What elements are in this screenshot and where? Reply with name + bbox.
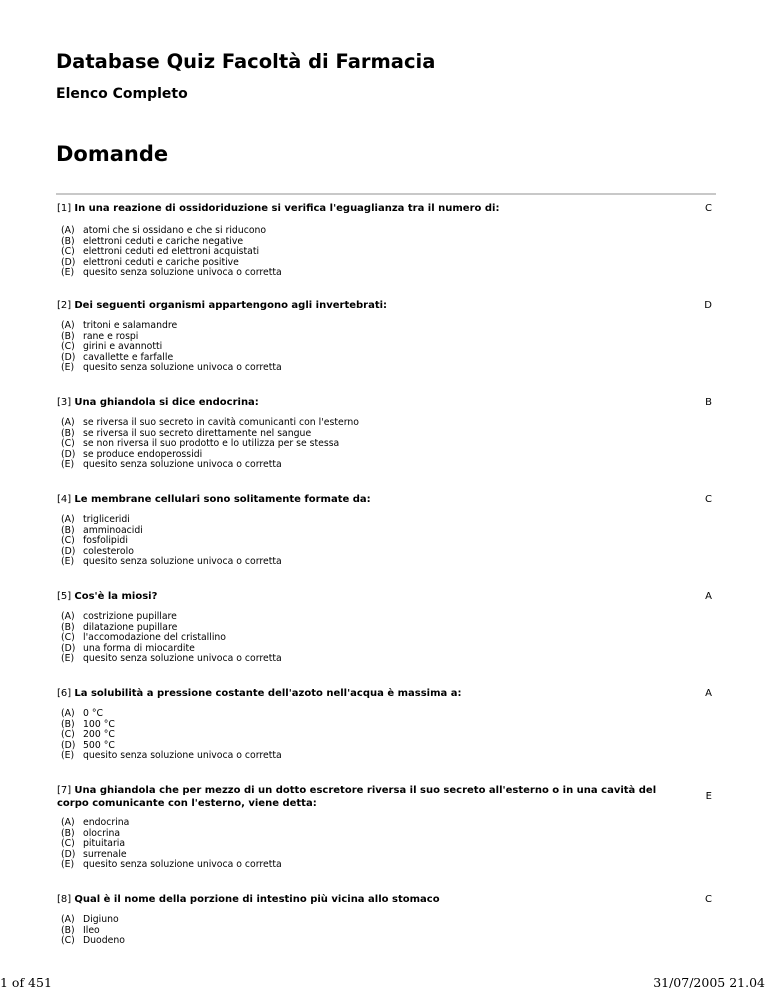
answer-key: D [704, 300, 712, 311]
option-text: se produce endoperossidi [83, 448, 203, 460]
question-number: [2] [57, 300, 72, 311]
option-letter: (B) [61, 827, 75, 839]
option-letter: (D) [61, 448, 76, 460]
answer-option [61, 226, 282, 237]
answer-option [61, 557, 282, 568]
option-letter: (A) [61, 708, 75, 719]
option-letter: (C) [61, 838, 75, 849]
option-text: Duodeno [83, 935, 125, 946]
option-letter: (A) [61, 817, 75, 828]
question-text [57, 202, 657, 215]
question-text [57, 396, 657, 409]
option-letter: (A) [61, 914, 75, 925]
option-letter: (E) [61, 653, 75, 664]
option-letter: (D) [61, 739, 76, 751]
option-text: 0 °C [83, 708, 104, 719]
option-letter: (D) [61, 642, 76, 654]
answer-option [61, 936, 125, 947]
option-text: costrizione pupillare [83, 611, 177, 622]
option-text: surrenale [83, 848, 127, 860]
question-prompt: Cos'è la miosi? [74, 591, 158, 602]
option-text: Ileo [83, 924, 100, 936]
option-letter: (D) [61, 545, 76, 557]
answer-key: E [705, 791, 712, 802]
option-list [61, 321, 282, 374]
option-list [61, 515, 282, 568]
option-letter: (B) [61, 330, 75, 342]
option-letter: (E) [61, 750, 75, 761]
answer-option [61, 915, 125, 926]
option-letter: (D) [61, 256, 76, 268]
option-letter: (B) [61, 427, 75, 439]
answer-option [61, 460, 359, 471]
answer-option [61, 321, 282, 332]
answer-option [61, 515, 282, 526]
option-text: dilatazione pupillare [83, 621, 178, 633]
option-text: se riversa il suo secreto in cavità comunicanti con l'esterno [83, 417, 359, 428]
question-text [57, 784, 657, 810]
question-number: [7] [57, 785, 72, 796]
option-text: l'accomodazione del cristallino [83, 632, 226, 643]
answer-option [61, 860, 282, 871]
option-text: amminoacidi [83, 524, 143, 536]
page-counter: 1 of 451 [0, 975, 52, 990]
option-text: 200 °C [83, 729, 115, 740]
option-letter: (B) [61, 235, 75, 247]
answer-option [61, 342, 282, 353]
question-prompt: Una ghiandola che per mezzo di un dotto escretore riversa il suo secreto all'esterno o in una cavità del corpo comunicante con l'esterno, viene detta: [57, 785, 657, 809]
option-letter: (E) [61, 556, 75, 567]
option-text: colesterolo [83, 545, 134, 557]
question-prompt: Dei seguenti organismi appartengono agli invertebrati: [74, 300, 388, 311]
option-text: Digiuno [83, 914, 119, 925]
option-letter: (B) [61, 621, 75, 633]
option-text: elettroni ceduti e cariche positive [83, 256, 239, 268]
option-list [61, 709, 282, 762]
option-text: tritoni e salamandre [83, 320, 178, 331]
option-text: girini e avannotti [83, 341, 163, 352]
question-text [57, 493, 657, 506]
option-letter: (D) [61, 848, 76, 860]
option-text: quesito senza soluzione univoca o corretta [83, 750, 282, 761]
answer-option [61, 730, 282, 741]
option-text: quesito senza soluzione univoca o corretta [83, 859, 282, 870]
question-prompt: Qual è il nome della porzione di intestino più vicina allo stomaco [74, 894, 440, 905]
question-prompt: La solubilità a pressione costante dell'azoto nell'acqua è massima a: [74, 688, 462, 699]
option-text: atomi che si ossidano e che si riducono [83, 225, 267, 236]
option-text: se non riversa il suo prodotto e lo utilizza per se stessa [83, 438, 340, 449]
option-text: 500 °C [83, 739, 115, 751]
option-text: endocrina [83, 817, 130, 828]
option-letter: (C) [61, 935, 75, 946]
option-text: quesito senza soluzione univoca o corretta [83, 556, 282, 567]
question-number: [3] [57, 397, 72, 408]
answer-option [61, 818, 282, 829]
option-letter: (E) [61, 859, 75, 870]
option-letter: (E) [61, 459, 75, 470]
print-datetime: 31/07/2005 21.04 [653, 975, 765, 990]
question-text [57, 687, 657, 700]
option-letter: (A) [61, 417, 75, 428]
answer-key: C [705, 894, 712, 905]
option-list [61, 612, 282, 665]
option-text: quesito senza soluzione univoca o corretta [83, 362, 282, 373]
option-list [61, 818, 282, 871]
answer-option [61, 751, 282, 762]
option-list [61, 915, 125, 947]
option-text: olocrina [83, 827, 121, 839]
answer-option [61, 536, 282, 547]
option-text: elettroni ceduti e cariche negative [83, 235, 244, 247]
option-letter: (B) [61, 524, 75, 536]
page-title: Database Quiz Facoltà di Farmacia [56, 50, 436, 73]
option-text: elettroni ceduti ed elettroni acquistati [83, 246, 260, 257]
page-subtitle: Elenco Completo [56, 86, 188, 102]
option-list [61, 418, 359, 471]
option-letter: (D) [61, 351, 76, 363]
option-letter: (B) [61, 718, 75, 730]
answer-key: C [705, 203, 712, 214]
answer-option [61, 439, 359, 450]
option-list [61, 226, 282, 279]
answer-option [61, 654, 282, 665]
question-number: [8] [57, 894, 72, 905]
option-text: pituitaria [83, 838, 126, 849]
section-title: Domande [56, 142, 169, 166]
option-text: rane e rospi [83, 330, 139, 342]
question-prompt: Le membrane cellulari sono solitamente formate da: [74, 494, 371, 505]
option-letter: (A) [61, 320, 75, 331]
answer-option [61, 268, 282, 279]
option-letter: (C) [61, 632, 75, 643]
question-prompt: In una reazione di ossidoriduzione si verifica l'eguaglianza tra il numero di: [74, 203, 500, 214]
question-text [57, 590, 657, 603]
answer-key: B [705, 397, 712, 408]
answer-key: A [705, 591, 712, 602]
answer-key: C [705, 494, 712, 505]
answer-key: A [705, 688, 712, 699]
question-prompt: Una ghiandola si dice endocrina: [74, 397, 259, 408]
option-text: quesito senza soluzione univoca o corretta [83, 653, 282, 664]
question-number: [1] [57, 203, 72, 214]
option-text: quesito senza soluzione univoca o corretta [83, 267, 282, 278]
option-letter: (C) [61, 341, 75, 352]
option-letter: (C) [61, 438, 75, 449]
question-number: [6] [57, 688, 72, 699]
option-letter: (C) [61, 729, 75, 740]
option-letter: (C) [61, 535, 75, 546]
answer-option [61, 612, 282, 623]
question-text [57, 299, 657, 312]
option-text: quesito senza soluzione univoca o corretta [83, 459, 282, 470]
option-letter: (B) [61, 924, 75, 936]
question-text [57, 893, 657, 906]
option-letter: (A) [61, 611, 75, 622]
option-letter: (A) [61, 514, 75, 525]
option-text: trigliceridi [83, 514, 130, 525]
option-letter: (C) [61, 246, 75, 257]
option-letter: (E) [61, 362, 75, 373]
option-text: cavallette e farfalle [83, 351, 174, 363]
horizontal-divider [56, 193, 716, 195]
option-letter: (A) [61, 225, 75, 236]
answer-option [61, 633, 282, 644]
answer-option [61, 363, 282, 374]
option-text: 100 °C [83, 718, 115, 730]
option-text: una forma di miocardite [83, 642, 195, 654]
question-number: [4] [57, 494, 72, 505]
answer-option [61, 247, 282, 258]
answer-option [61, 839, 282, 850]
option-text: fosfolipidi [83, 535, 128, 546]
option-text: se riversa il suo secreto direttamente nel sangue [83, 427, 312, 439]
question-number: [5] [57, 591, 72, 602]
answer-option [61, 418, 359, 429]
option-letter: (E) [61, 267, 75, 278]
answer-option [61, 709, 282, 720]
